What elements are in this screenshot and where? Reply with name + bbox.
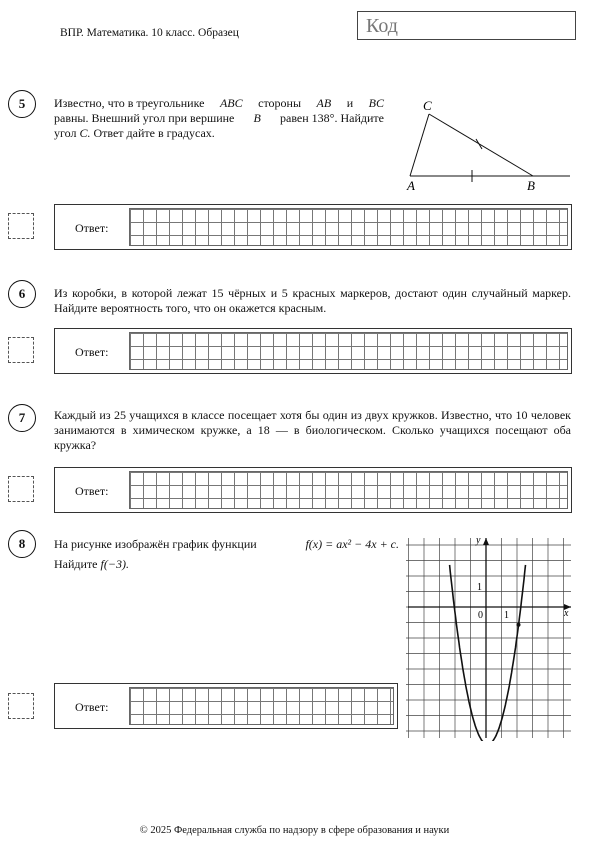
- graph-point: [517, 623, 521, 627]
- question-number-6: 6: [8, 280, 36, 308]
- q8-text-a: На рисунке изображён график функции: [54, 537, 257, 551]
- answer-box-5: [54, 204, 572, 250]
- question-number-5: 5: [8, 90, 36, 118]
- score-box-5: [8, 213, 34, 239]
- q5-var-bc: BC: [368, 96, 384, 110]
- unit-x-label: 1: [504, 610, 509, 621]
- answer-box-8: [54, 683, 398, 729]
- question-6-text: Из коробки, в которой лежат 15 чёрных и 5 красных маркеров, достают один случайный маркер. Найдите вероятность того, что он окажется красным.: [54, 286, 571, 315]
- answer-grid-5[interactable]: [129, 208, 568, 246]
- answer-box-7: [54, 467, 572, 513]
- graph-grid: [406, 538, 571, 738]
- side-cb: [429, 114, 533, 176]
- y-axis-arrow-icon: [483, 538, 489, 545]
- axis-y-label: y: [476, 536, 481, 546]
- q5-text-1c: и: [346, 96, 354, 110]
- question-8-text: [54, 537, 399, 572]
- answer-grid-8[interactable]: [129, 687, 394, 725]
- tick-cb: [476, 139, 482, 149]
- q5-var-abc: ABC: [219, 96, 243, 110]
- answer-grid-7[interactable]: [129, 471, 568, 509]
- q5-text-1b: стороны: [258, 96, 302, 110]
- q5-text-1a: Известно, что в треугольнике: [54, 96, 205, 110]
- label-b: B: [527, 178, 535, 192]
- question-7-text: Каждый из 25 учащихся в классе посещает хотя бы один из двух кружков. Известно, что 10 человек занимаются в химическом кружке, а 18 — в биологическом. Сколько учащихся посещают оба кружка?: [54, 408, 571, 452]
- q8-formula: f(x) = ax² − 4x + c.: [305, 537, 399, 551]
- score-box-7: [8, 476, 34, 502]
- page-header: ВПР. Математика. 10 класс. Образец: [60, 27, 239, 39]
- q5-text-3b: Ответ дайте в градусах.: [93, 126, 215, 140]
- score-box-8: [8, 693, 34, 719]
- question-number-8: 8: [8, 530, 36, 558]
- label-c: C: [423, 98, 432, 113]
- page-footer: © 2025 Федеральная служба по надзору в сфере образования и науки: [139, 825, 450, 836]
- answer-label-7: Ответ:: [75, 484, 109, 498]
- q8-text-b: Найдите: [54, 557, 98, 571]
- code-label: Код: [366, 15, 398, 37]
- triangle-figure: [395, 92, 575, 192]
- q5-text-2b: равен 138°. Найдите: [280, 111, 384, 125]
- answer-grid-6[interactable]: [129, 332, 568, 370]
- score-box-6: [8, 337, 34, 363]
- axis-x-label: x: [564, 608, 569, 619]
- q5-var-b: B: [253, 111, 261, 125]
- side-ac: [410, 114, 429, 176]
- q5-var-c: C.: [79, 126, 91, 140]
- code-field[interactable]: [357, 11, 576, 40]
- answer-label-6: Ответ:: [75, 345, 109, 359]
- answer-label-8: Ответ:: [75, 700, 109, 714]
- q8-find: f(−3).: [100, 557, 129, 571]
- q5-text-2a: равны. Внешний угол при вершине: [54, 111, 235, 125]
- unit-y-label: 1: [477, 582, 482, 593]
- answer-box-6: [54, 328, 572, 374]
- label-a: A: [407, 178, 415, 192]
- question-number-7: 7: [8, 404, 36, 432]
- q5-text-3a: угол: [54, 126, 77, 140]
- question-5-text: [54, 96, 384, 141]
- parabola-graph: [403, 536, 573, 741]
- origin-label: 0: [478, 610, 483, 621]
- q5-var-ab: AB: [316, 96, 332, 110]
- answer-label-5: Ответ:: [75, 221, 109, 235]
